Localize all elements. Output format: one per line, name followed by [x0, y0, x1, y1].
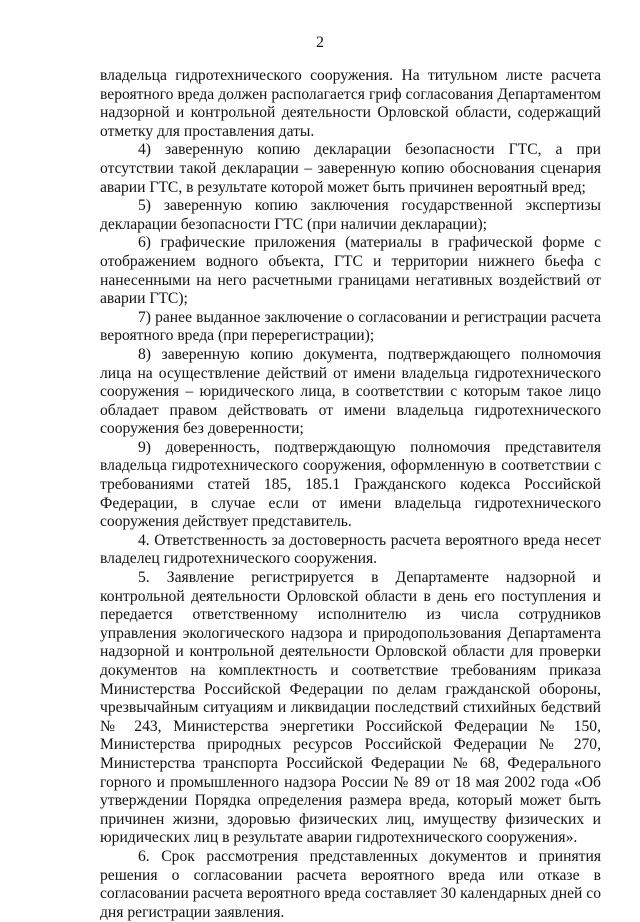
list-item-6: 6) графические приложения (материалы в графической форме с отображением водного объекта, ГТС и территории нижнего бьефа с нанесенными на него расчетными границами негативных воздействий от аварии ГТС); [100, 234, 601, 308]
section-6-paragraph: 6. Срок рассмотрения представленных документов и принятия решения о согласовании расчета вероятного вреда или отказе в согласовании расчета вероятного вреда составляет 30 календарных дней со дня регистрации заявления. [100, 847, 601, 921]
section-5-paragraph: 5. Заявление регистрируется в Департаменте надзорной и контрольной деятельности Орловской области в день его поступления и передается ответственному исполнителю из числа сотрудников управления экологического надзора и природопользования Департамента надзорной и контрольной деятельности Орловской области для проверки документов на комплектность и соответствие требованиям приказа Министерства Российской Федерации по делам гражданской обороны, чрезвычайным ситуациям и ликвидации последствий стихийных бедствий № 243, Министерства энергетики Российской Федерации № 150, Министерства природных ресурсов Российской Федерации № 270, Министерства транспорта Российской Федерации № 68, Федерального горного и промышленного надзора России № 89 от 18 мая 2002 года «Об утверждении Порядка определения размера вреда, который может быть причинен жизни, здоровью физических лиц, имуществу физических и юридических лиц в результате аварии гидротехнического сооружения». [100, 569, 601, 847]
list-item-5: 5) заверенную копию заключения государственной экспертизы декларации безопасности ГТС (при наличии декларации); [100, 197, 601, 233]
list-item-4: 4) заверенную копию декларации безопасности ГТС, а при отсутствии такой декларации – заверенную копию обоснования сценария аварии ГТС, в результате которой может быть причинен вероятный вред; [100, 141, 601, 196]
page-number: 2 [316, 34, 324, 51]
paragraph-continuation: владельца гидротехнического сооружения. На титульном листе расчета вероятного вреда должен располагается гриф согласования Департаментом надзорной и контрольной деятельности Орловской области, содержащий отметку для проставления даты. [100, 67, 601, 140]
list-item-9: 9) доверенность, подтверждающую полномочия представителя владельца гидротехнического сооружения, оформленную в соответствии с требованиями статей 185, 185.1 Гражданского кодекса Российской Федерации, в случае если от имени владельца гидротехнического сооружения действует представитель. [100, 438, 601, 531]
list-item-7: 7) ранее выданное заключение о согласовании и регистрации расчета вероятного вреда (при перерегистрации); [100, 308, 601, 345]
section-4-paragraph: 4. Ответственность за достоверность расчета вероятного вреда несет владелец гидротехнического сооружения. [100, 531, 601, 568]
document-body [100, 67, 601, 922]
list-item-8: 8) заверенную копию документа, подтверждающего полномочия лица на осуществление действий от имени владельца гидротехнического сооружения – юридического лица, в соответствии с которым такое лицо обладает правом действовать от имени владельца гидротехнического сооружения без доверенности; [100, 345, 601, 438]
